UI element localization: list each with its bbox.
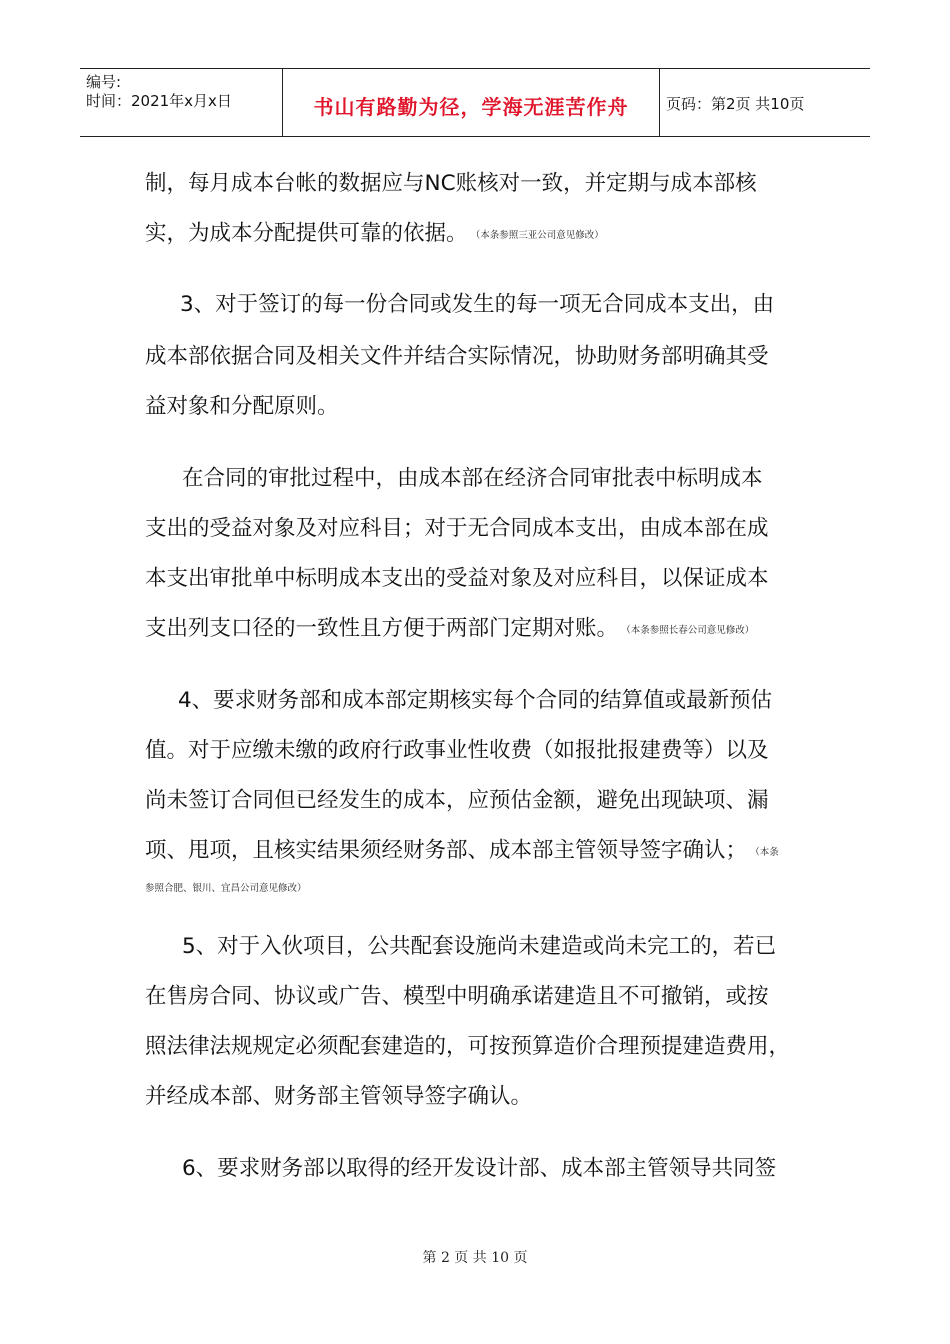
text-line: 实，为成本分配提供可靠的依据。 （本条参照三亚公司意见修改） <box>145 221 604 246</box>
header-motto-cell <box>283 69 660 136</box>
document-number-label: 编号: <box>86 73 122 91</box>
text-line: 项、甩项，且核实结果须经财务部、成本部主管领导签字确认； （本条 <box>145 838 779 863</box>
header-page-code: 页码：第2页 共10页 <box>666 95 805 113</box>
text-line: 支出的受益对象及对应科目；对于无合同成本支出，由成本部在成 <box>145 516 769 541</box>
document-date: 时间：2021年x月x日 <box>86 92 232 110</box>
revision-note: （本条 <box>755 847 779 858</box>
header-page-cell <box>660 69 870 136</box>
document-header <box>80 68 870 137</box>
revision-note-continued: 参照合肥、银川、宜昌公司意见修改） <box>145 883 307 894</box>
text-line: 5、对于入伙项目，公共配套设施尚未建造或尚未完工的，若已 <box>182 934 777 959</box>
revision-note: （本条参照三亚公司意见修改） <box>475 230 604 241</box>
text-line: 在合同的审批过程中，由成本部在经济合同审批表中标明成本 <box>182 466 763 491</box>
text-line: 成本部依据合同及相关文件并结合实际情况，协助财务部明确其受 <box>145 344 769 369</box>
text-line: 本支出审批单中标明成本支出的受益对象及对应科目，以保证成本 <box>145 566 769 591</box>
text-line: 制，每月成本台帐的数据应与NC账核对一致，并定期与成本部核 <box>145 171 757 196</box>
text-line: 在售房合同、协议或广告、模型中明确承诺建造且不可撤销，或按 <box>145 984 769 1009</box>
header-meta-cell <box>80 69 283 136</box>
text-line: 益对象和分配原则。 <box>145 394 339 419</box>
text-line: 值。对于应缴未缴的政府行政事业性收费（如报批报建费等）以及 <box>145 738 769 763</box>
revision-note: （本条参照长春公司意见修改） <box>626 625 755 636</box>
page-footer: 第 2 页 共 10 页 <box>422 1250 528 1266</box>
text-line: 3、对于签订的每一份合同或发生的每一项无合同成本支出，由 <box>180 292 775 317</box>
text-line: 并经成本部、财务部主管领导签字确认。 <box>145 1084 533 1109</box>
text-line: 照法律法规规定必须配套建造的，可按预算造价合理预提建造费用， <box>145 1034 791 1059</box>
text-line: 4、要求财务部和成本部定期核实每个合同的结算值或最新预估 <box>178 688 773 713</box>
text-line: 尚未签订合同但已经发生的成本，应预估金额，避免出现缺项、漏 <box>145 788 769 813</box>
header-motto: 书山有路勤为径，学海无涯苦作舟 <box>313 95 629 119</box>
text-line: 6、要求财务部以取得的经开发设计部、成本部主管领导共同签 <box>182 1156 777 1181</box>
text-line: 支出列支口径的一致性且方便于两部门定期对账。 （本条参照长春公司意见修改） <box>145 616 755 641</box>
